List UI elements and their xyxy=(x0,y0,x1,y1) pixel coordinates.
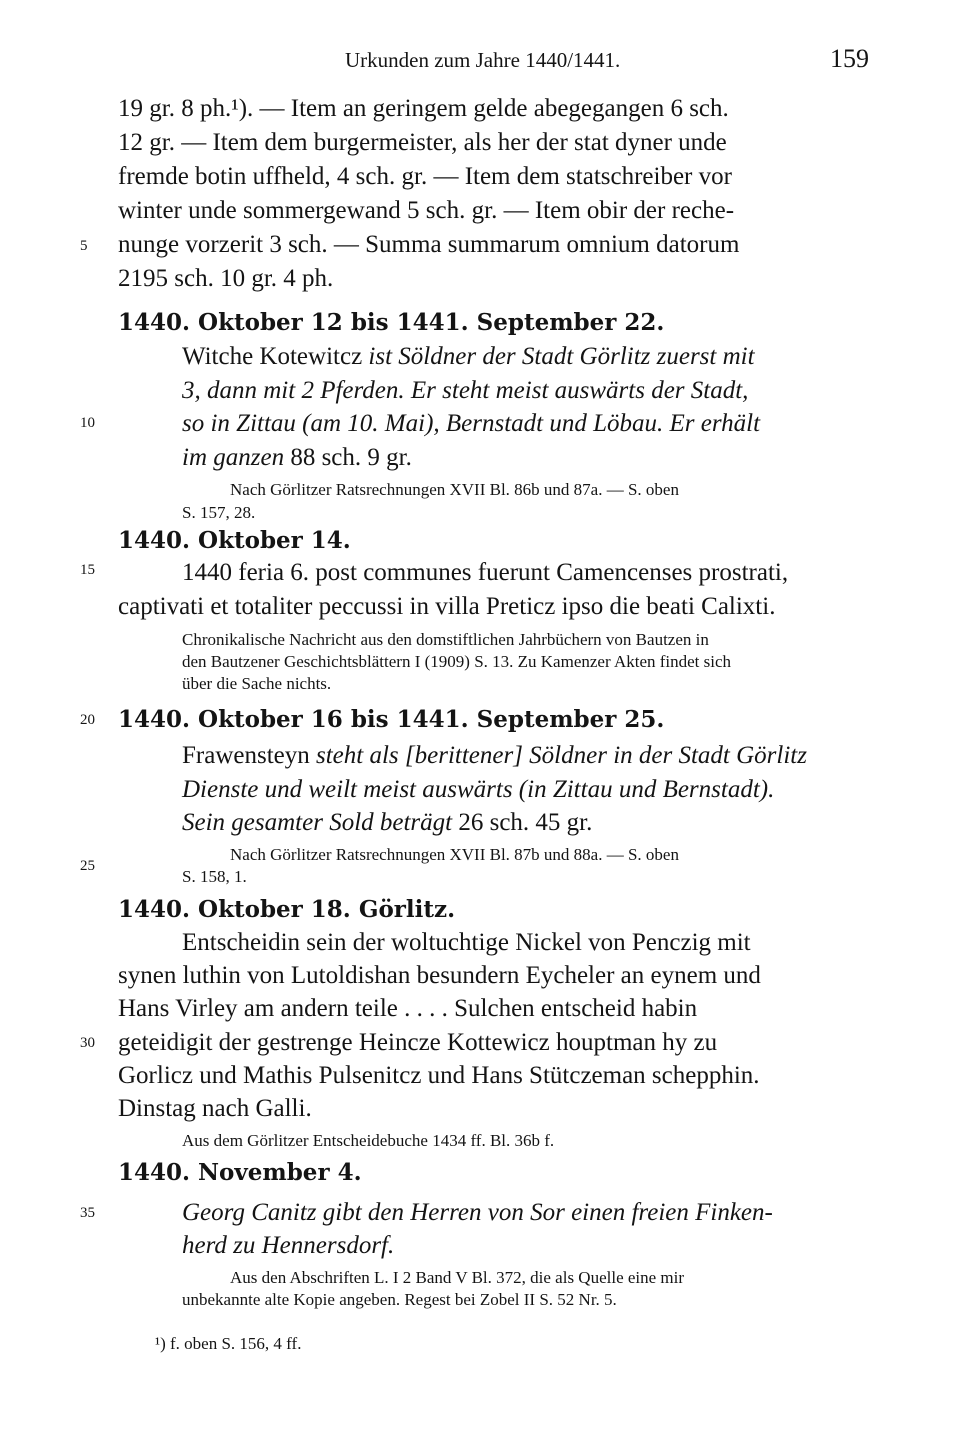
text-line: nunge vorzerit 3 sch. — Summa summarum omnium datorum xyxy=(118,231,740,258)
text-line: Frawensteyn steht als [berittener] Söldner in der Stadt Görlitz xyxy=(182,742,807,769)
source-note: Nach Görlitzer Ratsrechnungen XVII Bl. 86b und 87a. — S. oben xyxy=(230,480,679,499)
text-line: 2195 sch. 10 gr. 4 ph. xyxy=(118,265,334,292)
text-line: im ganzen 88 sch. 9 gr. xyxy=(182,444,412,471)
text-line: fremde botin uffheld, 4 sch. gr. — Item dem statschreiber vor xyxy=(118,163,732,190)
entry-heading: 1440. Oktober 16 bis 1441. September 25. xyxy=(118,706,665,733)
source-note: Nach Görlitzer Ratsrechnungen XVII Bl. 87b und 88a. — S. oben xyxy=(230,845,679,864)
line-number: 15 xyxy=(80,562,95,578)
line-number: 10 xyxy=(80,415,95,431)
text-line: captivati et totaliter peccussi in villa Preticz ipso die beati Calixti. xyxy=(118,593,776,620)
source-note: den Bautzener Geschichtsblättern I (1909) S. 13. Zu Kamenzer Akten findet sich xyxy=(182,652,732,671)
source-note: Chronikalische Nachricht aus den domstiftlichen Jahrbüchern von Bautzen in xyxy=(182,630,709,649)
line-number: 30 xyxy=(80,1035,95,1051)
text-line: 1440 feria 6. post communes fuerunt Camencenses prostrati, xyxy=(182,559,789,586)
footnote xyxy=(155,1334,301,1354)
text-line: Georg Canitz gibt den Herren von Sor einen freien Finken- xyxy=(182,1199,773,1226)
text-line: Hans Virley am andern teile . . . . Sulchen entscheid habin xyxy=(118,995,698,1022)
entry-heading: 1440. Oktober 14. xyxy=(118,527,351,554)
text-line: Witche Kotewitcz ist Söldner der Stadt Görlitz zuerst mit xyxy=(182,343,755,370)
line-number: 20 xyxy=(80,712,95,728)
text-line: Dinstag nach Galli. xyxy=(118,1095,312,1122)
source-note: S. 158, 1. xyxy=(182,867,247,886)
text-line: Dienste und weilt meist auswärts (in Zittau und Bernstadt). xyxy=(182,776,775,803)
text-line: herd zu Hennersdorf. xyxy=(182,1232,395,1259)
source-note: unbekannte alte Kopie angeben. Regest bei Zobel II S. 52 Nr. 5. xyxy=(182,1290,617,1309)
source-note: S. 157, 28. xyxy=(182,503,256,522)
text-line: so in Zittau (am 10. Mai), Bernstadt und Löbau. Er erhält xyxy=(182,410,761,437)
source-note: Aus dem Görlitzer Entscheidebuche 1434 ff. Bl. 36b f. xyxy=(182,1131,555,1150)
running-title: Urkunden zum Jahre 1440/1441. xyxy=(345,48,621,72)
line-number: 5 xyxy=(80,238,88,254)
text-line: winter unde sommergewand 5 sch. gr. — Item obir der reche- xyxy=(118,197,735,224)
text-line: Sein gesamter Sold beträgt 26 sch. 45 gr. xyxy=(182,809,593,836)
text-line: Gorlicz und Mathis Pulsenitcz und Hans Stütczeman schepphin. xyxy=(118,1062,760,1089)
footnote-mark: ¹) xyxy=(155,1334,166,1353)
page-number: 159 xyxy=(830,44,869,73)
text-line: 19 gr. 8 ph.¹). — Item an geringem gelde abegegangen 6 sch. xyxy=(118,95,729,122)
footnote-text: f. oben S. 156, 4 ff. xyxy=(165,1334,302,1353)
source-note: Aus den Abschriften L. I 2 Band V Bl. 372, die als Quelle eine mir xyxy=(230,1268,685,1287)
line-number: 25 xyxy=(80,858,95,874)
entry-heading: 1440. Oktober 12 bis 1441. September 22. xyxy=(118,309,665,336)
text-line: geteidigit der gestrenge Heincze Kottewicz houptman hy zu xyxy=(118,1029,718,1056)
text-line: synen luthin von Lutoldishan besundern Eycheler an eynem und xyxy=(118,962,761,989)
page-header xyxy=(0,44,960,78)
text-line: 3, dann mit 2 Pferden. Er steht meist auswärts der Stadt, xyxy=(182,377,749,404)
entry-heading: 1440. November 4. xyxy=(118,1159,362,1186)
text-line: Entscheidin sein der woltuchtige Nickel von Penczig mit xyxy=(182,929,751,956)
entry-heading: 1440. Oktober 18. Görlitz. xyxy=(118,896,456,923)
source-note: über die Sache nichts. xyxy=(182,674,332,693)
text-line: 12 gr. — Item dem burgermeister, als her der stat dyner unde xyxy=(118,129,727,156)
line-number: 35 xyxy=(80,1205,95,1221)
